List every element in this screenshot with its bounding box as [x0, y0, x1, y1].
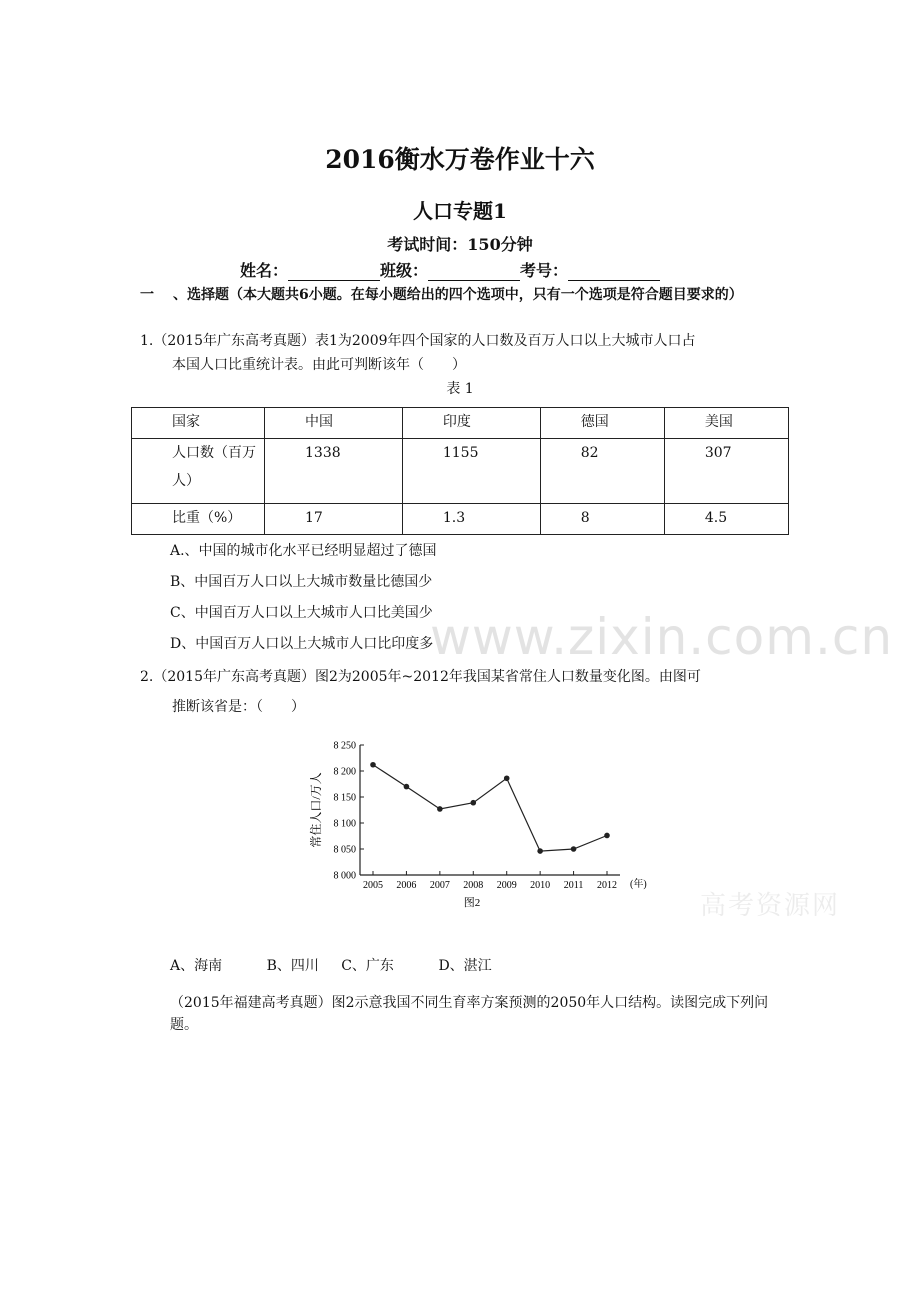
- data-point: [370, 762, 376, 768]
- data-point: [604, 833, 610, 839]
- class-blank[interactable]: [428, 262, 520, 281]
- option-c: C、中国百万人口以上大城市人口比美国少: [170, 605, 433, 621]
- y-axis-label: 常住人口/万人: [309, 772, 323, 848]
- y-tick-label: 8 000: [333, 870, 356, 882]
- table-cell: 307: [664, 439, 788, 504]
- table-cell: 1155: [402, 439, 540, 504]
- chart-caption: 图2: [463, 897, 481, 909]
- q2-option-b: B、四川: [266, 958, 319, 974]
- question-1: [140, 329, 790, 377]
- table-cell: 比重（%）: [132, 504, 265, 535]
- page-subtitle: 人口专题1: [413, 199, 507, 223]
- question-2-line2: 推断该省是：（ ）: [172, 699, 305, 715]
- table-caption: 表 1: [446, 381, 474, 397]
- exam-time: 考试时间：150分钟: [387, 235, 533, 254]
- table-cell: 8: [540, 504, 664, 535]
- x-tick-label: 2007: [429, 880, 450, 891]
- x-tick-label: 2006: [396, 880, 417, 891]
- name-blank[interactable]: [288, 262, 380, 281]
- student-info: [240, 258, 660, 281]
- table-cell: 1.3: [402, 504, 540, 535]
- watermark-secondary: 高考资源网: [700, 891, 841, 921]
- table-cell: 人口数（百万人）: [132, 439, 265, 504]
- y-tick-label: 8 150: [333, 792, 356, 804]
- section-heading: [140, 284, 790, 306]
- data-point: [537, 848, 543, 854]
- x-axis-label: (年): [630, 879, 647, 890]
- question-1-line2: 本国人口比重统计表。由此可判断该年（ ）: [172, 357, 466, 373]
- y-tick-label: 8 200: [333, 766, 356, 778]
- question-3-intro: （2015年福建高考真题）图2示意我国不同生育率方案预测的2050年人口结构。读图完成下列问题。: [170, 995, 769, 1033]
- population-line-chart: [300, 735, 680, 915]
- section-text: 、选择题（本大题共6小题。在每小题给出的四个选项中，只有一个选项是符合题目要求的）: [173, 287, 743, 303]
- table-cell: 国家: [132, 408, 265, 439]
- table-row: [132, 439, 789, 504]
- table-cell: 4.5: [664, 504, 788, 535]
- y-tick-label: 8 100: [333, 818, 356, 830]
- question-1-line1: 1.（2015年广东高考真题）表1为2009年四个国家的人口数及百万人口以上大城市人口占: [140, 333, 696, 349]
- option-b: B、中国百万人口以上大城市数量比德国少: [170, 574, 433, 590]
- table-cell: 1338: [265, 439, 403, 504]
- population-table: [131, 407, 789, 535]
- table-cell: 美国: [664, 408, 788, 439]
- page-title: 2016衡水万卷作业十六: [325, 145, 595, 174]
- data-point: [404, 784, 410, 790]
- q2-option-d: D、湛江: [438, 958, 492, 974]
- option-a: A.、中国的城市化水平已经明显超过了德国: [170, 543, 437, 559]
- y-tick-label: 8 050: [333, 844, 356, 856]
- series-line: [373, 765, 607, 851]
- section-number: 一: [140, 287, 154, 303]
- x-tick-label: 2012: [597, 880, 617, 891]
- x-tick-label: 2009: [496, 880, 517, 891]
- y-tick-label: 8 250: [333, 740, 356, 752]
- table-row: [132, 504, 789, 535]
- x-tick-label: 2011: [563, 880, 584, 891]
- table-cell: 德国: [540, 408, 664, 439]
- data-point: [571, 846, 577, 852]
- name-label: 姓名：: [240, 261, 289, 280]
- question-2-line1: 2.（2015年广东高考真题）图2为2005年~2012年我国某省常住人口数量变化图。由图可: [140, 669, 701, 685]
- table-cell: 印度: [402, 408, 540, 439]
- data-point: [437, 806, 443, 812]
- number-blank[interactable]: [568, 262, 660, 281]
- class-label: 班级：: [380, 261, 429, 280]
- table-header-row: [132, 408, 789, 439]
- question-2-options: [170, 955, 492, 975]
- q2-option-a: A、海南: [170, 958, 223, 974]
- data-point: [470, 800, 476, 806]
- table-cell: 中国: [265, 408, 403, 439]
- number-label: 考号：: [520, 261, 569, 280]
- question-2: [140, 662, 790, 722]
- x-tick-label: 2005: [363, 880, 383, 891]
- q2-option-c: C、广东: [341, 958, 394, 974]
- x-tick-label: 2008: [463, 880, 484, 891]
- watermark: www.zixin.com.cn: [430, 608, 894, 666]
- x-tick-label: 2010: [530, 880, 551, 891]
- table-cell: 17: [265, 504, 403, 535]
- data-point: [504, 775, 510, 781]
- table-cell: 82: [540, 439, 664, 504]
- option-d: D、中国百万人口以上大城市人口比印度多: [170, 636, 434, 652]
